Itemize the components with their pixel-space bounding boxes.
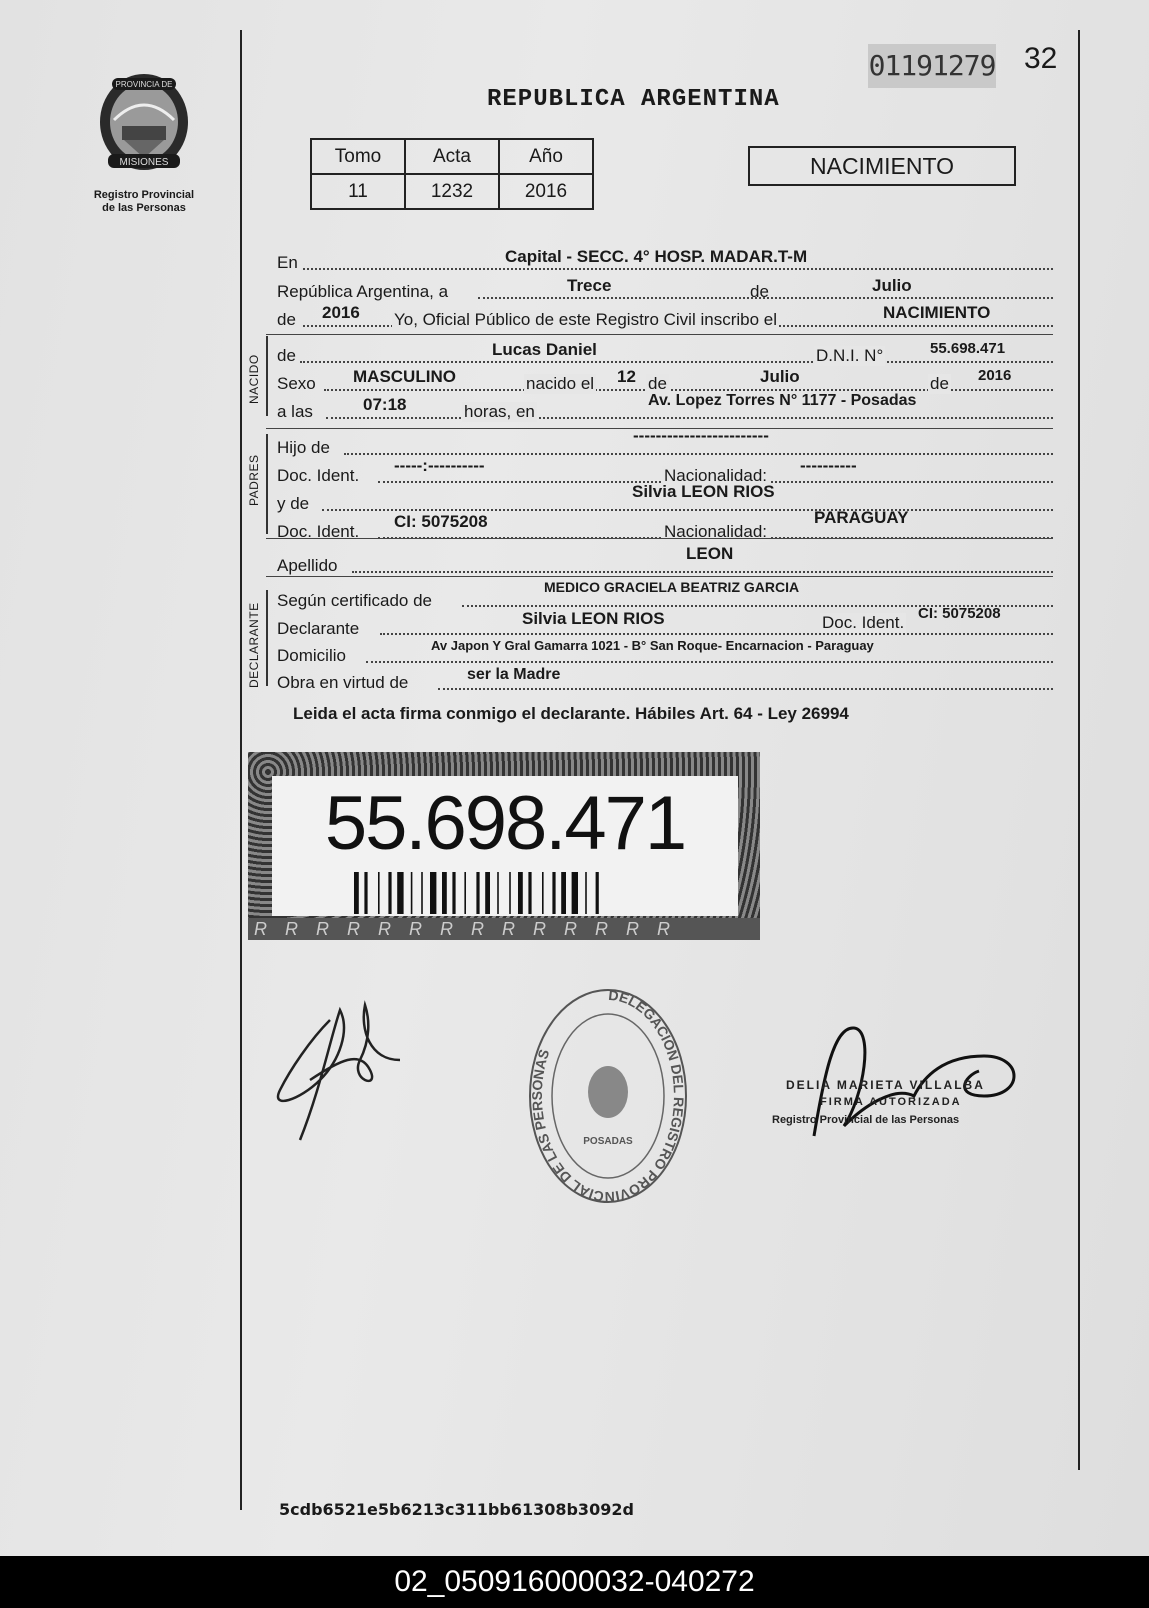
document-type-box: NACIMIENTO	[748, 146, 1016, 186]
mother-name: Silvia LEON RIOS	[632, 482, 775, 501]
month-value: Julio	[872, 276, 912, 295]
pattern-letter: R	[316, 919, 347, 939]
barcode-bar	[528, 872, 531, 914]
barcode-bar	[354, 872, 359, 914]
birth-place: Av. Lopez Torres N° 1177 - Posadas	[648, 392, 917, 409]
padres-bracket	[266, 434, 268, 534]
barcode-bar	[464, 872, 466, 914]
barcode-bar	[585, 872, 587, 914]
registry-name	[82, 189, 206, 215]
declarante-doc-label: Doc. Ident.	[822, 613, 905, 632]
father-doc: -----:----------	[394, 456, 485, 475]
pattern-letter: R	[502, 919, 533, 939]
father-nationality-label: Nacionalidad:	[664, 466, 768, 485]
closing-statement: Leida el acta firma conmigo el declarante. Hábiles Art. 64 - Ley 26994	[293, 704, 849, 723]
day-value: Trece	[567, 276, 612, 295]
pattern-letter: R	[471, 919, 502, 939]
dni-label: D.N.I. N°	[816, 346, 884, 365]
barcode-bar	[572, 872, 578, 914]
time-value: 07:18	[363, 395, 407, 414]
official-text: Yo, Oficial Público de este Registro Civil inscribo el	[394, 310, 777, 329]
stamp-line-1: DELIA MARIETA VILLALBA	[786, 1078, 985, 1092]
dotted-line	[352, 571, 1053, 573]
logo-top-text: PROVINCIA DE	[115, 80, 173, 89]
father-doc-label: Doc. Ident.	[277, 466, 360, 485]
dotted-line	[322, 509, 1053, 511]
section-divider	[266, 576, 1053, 577]
father-name: ------------------------	[633, 426, 769, 445]
dotted-line	[303, 268, 1053, 270]
misiones-coat-of-arms-icon	[94, 70, 194, 178]
officer-signature-icon	[270, 1000, 410, 1150]
barcode-bar	[397, 872, 403, 914]
mother-doc-label: Doc. Ident.	[277, 522, 360, 541]
value-tomo: 11	[311, 174, 405, 209]
barcode-bar	[364, 872, 367, 914]
certificado-value: MEDICO GRACIELA BEATRIZ GARCIA	[544, 579, 800, 595]
official-seal-icon	[526, 984, 690, 1206]
barcode-bar	[596, 872, 599, 914]
horas-label: horas, en	[464, 402, 535, 421]
de-label-3: de	[930, 374, 949, 393]
pattern-letter: R	[254, 919, 285, 939]
seal-ring-text: DELEGACION DEL REGISTRO PROVINCIAL DE LAS PERSONAS	[528, 986, 688, 1206]
barcode-bar	[452, 872, 455, 914]
logo-bottom-text: MISIONES	[119, 157, 169, 168]
dni-label-block	[248, 752, 760, 940]
right-margin-line	[1078, 30, 1080, 1470]
pattern-letter: R	[440, 919, 471, 939]
apellido-label: Apellido	[277, 556, 338, 575]
barcode-bar	[552, 872, 555, 914]
obra-value: ser la Madre	[467, 666, 561, 683]
declarante-label: Declarante	[277, 619, 360, 638]
registry-name-line2: de las Personas	[102, 202, 186, 214]
stamp-line-2: FIRMA AUTORIZADA	[820, 1096, 962, 1108]
barcode-bar	[411, 872, 413, 914]
dotted-line	[380, 633, 1053, 635]
pattern-letter: R	[564, 919, 595, 939]
barcode-bar	[430, 872, 436, 914]
nacido-de-label: de	[277, 346, 296, 365]
barcode-bar	[442, 872, 447, 914]
event-value: NACIMIENTO	[883, 303, 991, 322]
dotted-line	[438, 688, 1053, 690]
pattern-letter: R	[378, 919, 409, 939]
de-label: de	[750, 282, 769, 301]
birth-year: 2016	[978, 367, 1012, 384]
section-divider	[266, 334, 1053, 335]
padres-section-label: PADRES	[247, 454, 261, 506]
mother-nationality-label: Nacionalidad:	[664, 522, 768, 541]
mother-nationality: PARAGUAY	[814, 508, 909, 527]
left-margin-line	[240, 30, 242, 1510]
barcode-bar	[518, 872, 523, 914]
page-number: 32	[1024, 42, 1058, 75]
dotted-line	[326, 417, 1053, 419]
pattern-letter: R	[285, 919, 316, 939]
birth-day: 12	[617, 367, 636, 386]
page-title: REPUBLICA ARGENTINA	[487, 86, 780, 113]
barcode-bar	[485, 872, 490, 914]
header-tomo: Tomo	[311, 139, 405, 174]
mother-doc: CI: 5075208	[394, 512, 488, 531]
barcode-bar	[388, 872, 391, 914]
registry-table	[310, 138, 594, 210]
pattern-letter: R	[626, 919, 657, 939]
pattern-letter: R	[657, 919, 688, 939]
en-label: En	[277, 253, 298, 272]
father-nationality: ----------	[800, 456, 857, 475]
certificado-label: Según certificado de	[277, 591, 432, 610]
y-de-label: y de	[277, 494, 310, 513]
stamp-line-3: Registro Provincial de las Personas	[772, 1114, 960, 1126]
dotted-line	[300, 361, 1053, 363]
de-label-2: de	[648, 374, 667, 393]
hijo-de-label: Hijo de	[277, 438, 330, 457]
barcode-bar	[476, 872, 479, 914]
barcode-bar	[497, 872, 499, 914]
declarante-bracket	[266, 590, 268, 686]
dotted-line	[366, 661, 1053, 663]
dni-pattern-row	[248, 918, 760, 940]
birth-month: Julio	[760, 367, 800, 386]
provincial-logo	[82, 70, 206, 215]
header-ano: Año	[499, 139, 593, 174]
pattern-letter: R	[533, 919, 564, 939]
pattern-letter: R	[409, 919, 440, 939]
nacido-bracket	[266, 336, 268, 416]
seal-center-text: POSADAS	[583, 1136, 633, 1147]
en-value: Capital - SECC. 4° HOSP. MADAR.T-M	[505, 247, 808, 266]
domicilio-value: Av Japon Y Gral Gamarra 1021 - B° San Roque- Encarnacion - Paraguay	[431, 638, 874, 653]
child-name: Lucas Daniel	[492, 340, 597, 359]
registry-name-line1: Registro Provincial	[93, 189, 195, 201]
dotted-line	[344, 453, 1053, 455]
barcode-bar	[509, 872, 511, 914]
pattern-letter: R	[595, 919, 626, 939]
barcode-bar	[378, 872, 380, 914]
year-value: 2016	[322, 303, 360, 322]
domicilio-label: Domicilio	[277, 646, 346, 665]
barcode-bar	[561, 872, 566, 914]
dni-large-number: 55.698.471	[324, 781, 686, 866]
section-divider	[266, 538, 1053, 539]
value-ano: 2016	[499, 174, 593, 209]
nacido-el-label: nacido el	[526, 374, 595, 393]
sexo-value: MASCULINO	[353, 367, 456, 386]
barcode-icon	[354, 872, 656, 914]
dni-inner-panel	[272, 776, 738, 916]
sexo-label: Sexo	[277, 374, 316, 393]
apellido-value: LEON	[686, 544, 734, 563]
declarante-section-label: DECLARANTE	[247, 602, 261, 688]
scan-id-footer: 02_050916000032-040272	[0, 1556, 1149, 1608]
nacido-section-label: NACIDO	[247, 354, 261, 404]
obra-label: Obra en virtud de	[277, 673, 409, 692]
header-acta: Acta	[405, 139, 499, 174]
declarante-value: Silvia LEON RIOS	[522, 609, 665, 628]
document-hash: 5cdb6521e5b6213c311bb61308b3092d	[279, 1500, 634, 1519]
barcode-bar	[421, 872, 423, 914]
a-las-label: a las	[277, 402, 313, 421]
serial-number: 01191279	[868, 44, 996, 88]
dni-value: 55.698.471	[930, 340, 1006, 357]
pattern-letter: R	[347, 919, 378, 939]
value-acta: 1232	[405, 174, 499, 209]
republica-label: República Argentina, a	[277, 282, 449, 301]
barcode-bar	[542, 872, 544, 914]
year-prefix: de	[277, 310, 296, 329]
declarante-doc: CI: 5075208	[918, 605, 1001, 622]
